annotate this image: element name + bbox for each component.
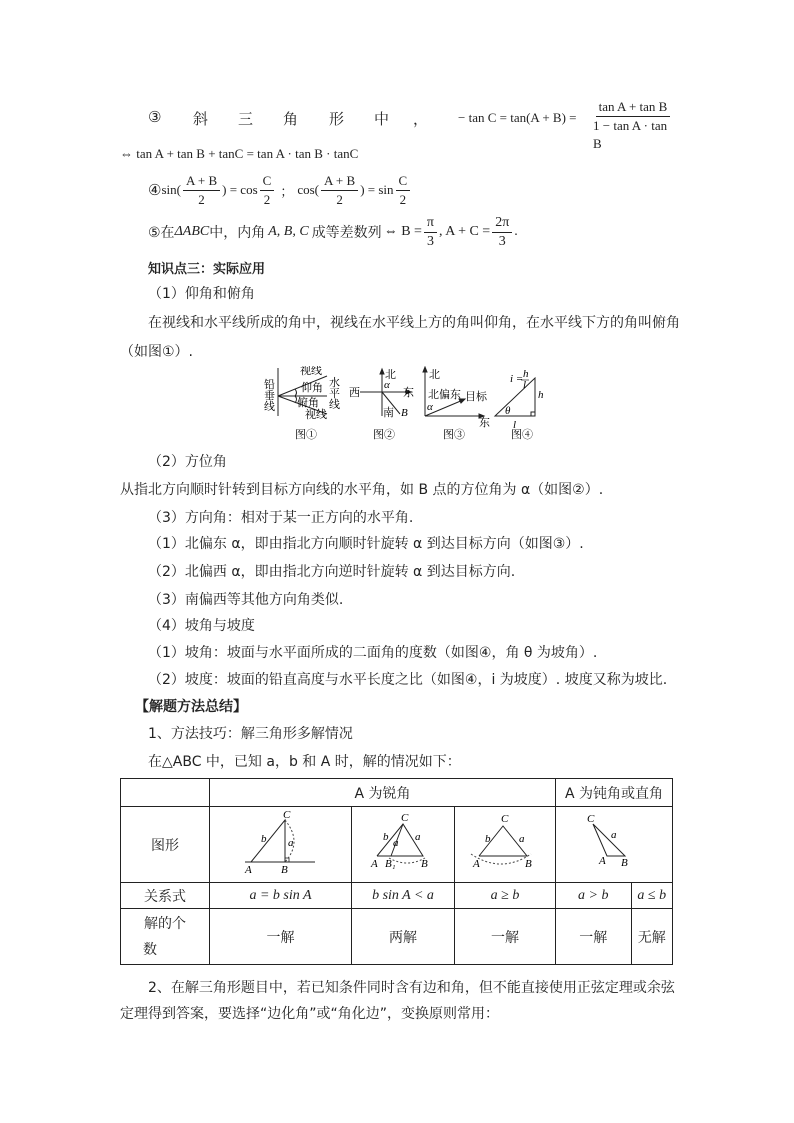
table-fig-2-label-4: A bbox=[371, 857, 378, 870]
item5-frac1-num: π bbox=[424, 214, 437, 233]
item4-sin-mid: ) = cos bbox=[222, 182, 258, 197]
table-header-row bbox=[121, 779, 673, 807]
table-fig-2-label-5: B₁ bbox=[385, 857, 396, 870]
p1: （1）仰角和俯角 bbox=[148, 286, 255, 302]
item5-angles: A, B, C bbox=[268, 224, 309, 239]
item3-lhs: − tan C = tan(A + B) = bbox=[458, 110, 577, 125]
item5-tri: ΔABC bbox=[174, 224, 210, 239]
table-sol-2: 一解 bbox=[455, 909, 556, 965]
table-row-solutions-label bbox=[121, 909, 210, 965]
table-fig-2-label-6: B bbox=[421, 857, 428, 870]
table-fig-4-label-0: C bbox=[586, 812, 594, 825]
p11: （2）坡度：坡面的铅直高度与水平长度之比（如图④，i 为坡度）. 坡度又称为坡比. bbox=[148, 672, 668, 688]
table-fig-cell-4b bbox=[586, 807, 673, 883]
fig4-label-4: θ bbox=[505, 405, 511, 417]
fig4-label-0: i = bbox=[510, 373, 524, 385]
item4-frac1-num: A + B bbox=[183, 172, 220, 191]
fig2-label-5: α bbox=[384, 379, 390, 391]
item4-frac4-den: 2 bbox=[399, 191, 407, 207]
table-sol-1: 两解 bbox=[352, 909, 455, 965]
fig4-label-1: h bbox=[523, 368, 529, 380]
item4-frac1-den: 2 bbox=[198, 191, 205, 207]
table-rel-0: a = b sin A bbox=[210, 883, 352, 909]
fig1-label-0: 视线 bbox=[300, 366, 322, 377]
item5-text1: 中，内角 bbox=[209, 225, 266, 241]
m3a: 2、在解三角形题目中，若已知条件同时含有边和角，但不能直接使用正弦定理或余弦 bbox=[148, 980, 675, 996]
table-fig-1 bbox=[241, 810, 321, 876]
table-fig-1-label-4: B bbox=[280, 863, 288, 876]
table-fig-1-label-0: C bbox=[282, 809, 290, 821]
item4-frac3 bbox=[321, 172, 358, 209]
section3-title: 知识点三：实际应用 bbox=[148, 262, 266, 277]
item3-char-1: 三 bbox=[238, 110, 254, 128]
item4-frac3-den: 2 bbox=[336, 191, 343, 207]
figures-row bbox=[255, 366, 545, 444]
item4-marker: ④ bbox=[148, 181, 162, 199]
table-head-acute: A 为锐角 bbox=[210, 779, 556, 807]
summary-title: 【解题方法总结】 bbox=[135, 699, 247, 715]
fig2-label-1: 西 bbox=[349, 387, 360, 399]
fig3-label-4: 东 bbox=[479, 417, 490, 429]
table-rel-2: a ≥ b bbox=[455, 883, 556, 909]
fig1-label-3: 线 bbox=[264, 401, 275, 413]
table-corner bbox=[121, 779, 210, 807]
table-row-figure-label: 图形 bbox=[121, 807, 210, 883]
table-fig-2-label-1: b bbox=[383, 830, 389, 843]
item5-end: . bbox=[514, 224, 518, 239]
fig1-caption: 图① bbox=[295, 429, 317, 441]
table-row-relation bbox=[121, 883, 673, 909]
table-fig-2-label-2: a bbox=[393, 836, 399, 849]
item5-text2: 成等差数列 bbox=[311, 225, 382, 241]
table-fig-4 bbox=[577, 810, 657, 876]
item4-frac1 bbox=[183, 172, 220, 209]
item5-mid: , A + C = bbox=[439, 224, 491, 239]
p8: （3）南偏西等其他方向角类似. bbox=[148, 592, 344, 608]
p3: （2）方位角 bbox=[148, 454, 227, 470]
table-fig-cell-2 bbox=[352, 807, 455, 883]
table-fig-3-label-3: A bbox=[473, 857, 480, 870]
fig1-label-7: 平 bbox=[329, 388, 340, 400]
item4-cos-pre: cos( bbox=[297, 182, 319, 197]
p5: （3）方向角：相对于某一正方向的水平角. bbox=[148, 510, 414, 526]
fig1-label-4: 仰角 bbox=[301, 382, 323, 394]
table-fig-cell-3 bbox=[455, 807, 556, 883]
item5-frac2 bbox=[492, 214, 512, 251]
fig4-label-2: l bbox=[523, 379, 527, 391]
table-rel-3: a > b bbox=[556, 883, 632, 909]
table-fig-3-label-4: B bbox=[525, 857, 532, 870]
item3-char-3: 形 bbox=[329, 110, 345, 128]
p4: 从指北方向顺时针转到目标方向线的水平角，如 B 点的方位角为 α（如图②）. bbox=[120, 482, 604, 498]
fig4-label-3: h bbox=[538, 389, 544, 401]
item4-row bbox=[148, 172, 412, 208]
table-fig-1-label-3: A bbox=[244, 863, 252, 876]
item3-char-5: ， bbox=[413, 110, 429, 128]
table-fig-4-label-2: A bbox=[598, 854, 606, 867]
table-row-solutions bbox=[121, 909, 673, 965]
item3-row bbox=[148, 99, 678, 151]
table-row-relation-label: 关系式 bbox=[121, 883, 210, 909]
item5-marker: ⑤在 bbox=[148, 225, 175, 241]
item5-row bbox=[148, 214, 518, 250]
table-sol-4: 无解 bbox=[631, 909, 673, 965]
p7: （2）北偏西 α，即由指北方向逆时针旋转 α 到达目标方向. bbox=[148, 564, 516, 580]
p2a: 在视线和水平线所成的角中，视线在水平线上方的角叫仰角，在水平线下方的角叫俯角 bbox=[148, 315, 680, 331]
p10: （1）坡角：坡面与水平面所成的二面角的度数（如图④，角 θ 为坡角）. bbox=[148, 645, 598, 661]
item4-frac2-den: 2 bbox=[263, 191, 271, 207]
item4-sin-pre: sin( bbox=[161, 182, 181, 197]
item5-frac1-den: 3 bbox=[426, 233, 434, 249]
table-fig-3-label-0: C bbox=[501, 812, 509, 825]
item4-frac4-num: C bbox=[396, 172, 411, 191]
fig2-label-0: 北 bbox=[385, 369, 396, 381]
fig1-label-8: 线 bbox=[329, 399, 340, 411]
item5-frac2-den: 3 bbox=[498, 233, 506, 249]
table-fig-4-label-3: B bbox=[620, 856, 628, 869]
table-rel-4: a ≤ b bbox=[631, 883, 673, 909]
table-row-figure bbox=[121, 807, 673, 883]
fig4-caption: 图④ bbox=[511, 429, 533, 441]
m3b: 定理得到答案，要选择“边化角”或“角化边”，变换原则常用： bbox=[120, 1006, 500, 1022]
fig2-label-4: B bbox=[401, 407, 408, 419]
m2: 在△ABC 中，已知 a，b 和 A 时，解的情况如下： bbox=[148, 754, 461, 770]
item3-num: tan A + tan B bbox=[596, 98, 671, 117]
solutions-table bbox=[120, 778, 673, 965]
fig4-label-5: l bbox=[513, 419, 517, 431]
table-sol-3: 一解 bbox=[556, 909, 632, 965]
table-fig-cell-1 bbox=[210, 807, 352, 883]
item3-char-0: 斜 bbox=[193, 110, 209, 128]
item3-line2: ⇔ tan A + tan B + tanC = tan A · tan B · tanC bbox=[120, 146, 359, 161]
item5-frac1 bbox=[424, 214, 437, 251]
fig3-label-2: 目标 bbox=[465, 391, 487, 403]
fig3-label-1: 北偏东 bbox=[428, 389, 461, 401]
fig1-label-9: 视线 bbox=[305, 409, 327, 421]
item4-frac2 bbox=[260, 172, 275, 209]
p2b: （如图①）. bbox=[120, 344, 194, 360]
fig2-label-3: 南 bbox=[383, 407, 394, 419]
fig3-label-3: α bbox=[427, 401, 433, 413]
fig2-label-2: 东 bbox=[403, 387, 414, 399]
table-head-obtuse: A 为钝角或直角 bbox=[556, 779, 673, 807]
table-fig-2-label-3: a bbox=[415, 830, 421, 843]
item4-cos-mid: ) = sin bbox=[360, 182, 394, 197]
fig1-label-1: 铅 bbox=[264, 379, 275, 391]
fig1-label-2: 垂 bbox=[264, 390, 275, 402]
item3-den: 1 − tan A · tan B bbox=[593, 118, 668, 151]
item3-marker: ③ bbox=[148, 108, 162, 126]
m1: 1、方法技巧：解三角形多解情况 bbox=[148, 726, 353, 742]
table-fig-1-label-1: b bbox=[260, 832, 266, 845]
item3-fraction bbox=[590, 98, 676, 153]
item4-frac3-num: A + B bbox=[321, 172, 358, 191]
item3-char-2: 角 bbox=[283, 110, 299, 128]
fig2-caption: 图② bbox=[373, 429, 395, 441]
fig1-label-5: 俯角 bbox=[297, 397, 319, 409]
item3-char-4: 中 bbox=[374, 110, 390, 128]
fig1-label-6: 水 bbox=[329, 377, 340, 389]
table-fig-3 bbox=[465, 810, 545, 876]
table-fig-4-label-1: a bbox=[610, 828, 616, 841]
table-fig-2 bbox=[363, 810, 443, 876]
table-sol-label-2: 数 bbox=[143, 941, 157, 958]
table-rel-1: b sin A < a bbox=[352, 883, 455, 909]
p9: （4）坡角与坡度 bbox=[148, 618, 255, 634]
p6: （1）北偏东 α，即由指北方向顺时针旋转 α 到达目标方向（如图③）. bbox=[148, 536, 584, 552]
item4-frac2-num: C bbox=[260, 172, 275, 191]
table-fig-1-label-2: a bbox=[287, 836, 293, 849]
item5-frac2-num: 2π bbox=[492, 214, 512, 233]
table-sol-label-1: 解的个 bbox=[144, 915, 186, 932]
fig3-caption: 图③ bbox=[443, 429, 465, 441]
item5-arrow: ⇔ B = bbox=[383, 224, 422, 239]
table-fig-3-label-1: b bbox=[485, 832, 491, 845]
item4-sep: ； bbox=[280, 184, 294, 200]
table-sol-0: 一解 bbox=[210, 909, 352, 965]
item4-frac4 bbox=[396, 172, 411, 209]
table-fig-2-label-0: C bbox=[401, 811, 409, 824]
fig3-label-0: 北 bbox=[429, 369, 440, 381]
table-fig-3-label-2: a bbox=[519, 832, 525, 845]
